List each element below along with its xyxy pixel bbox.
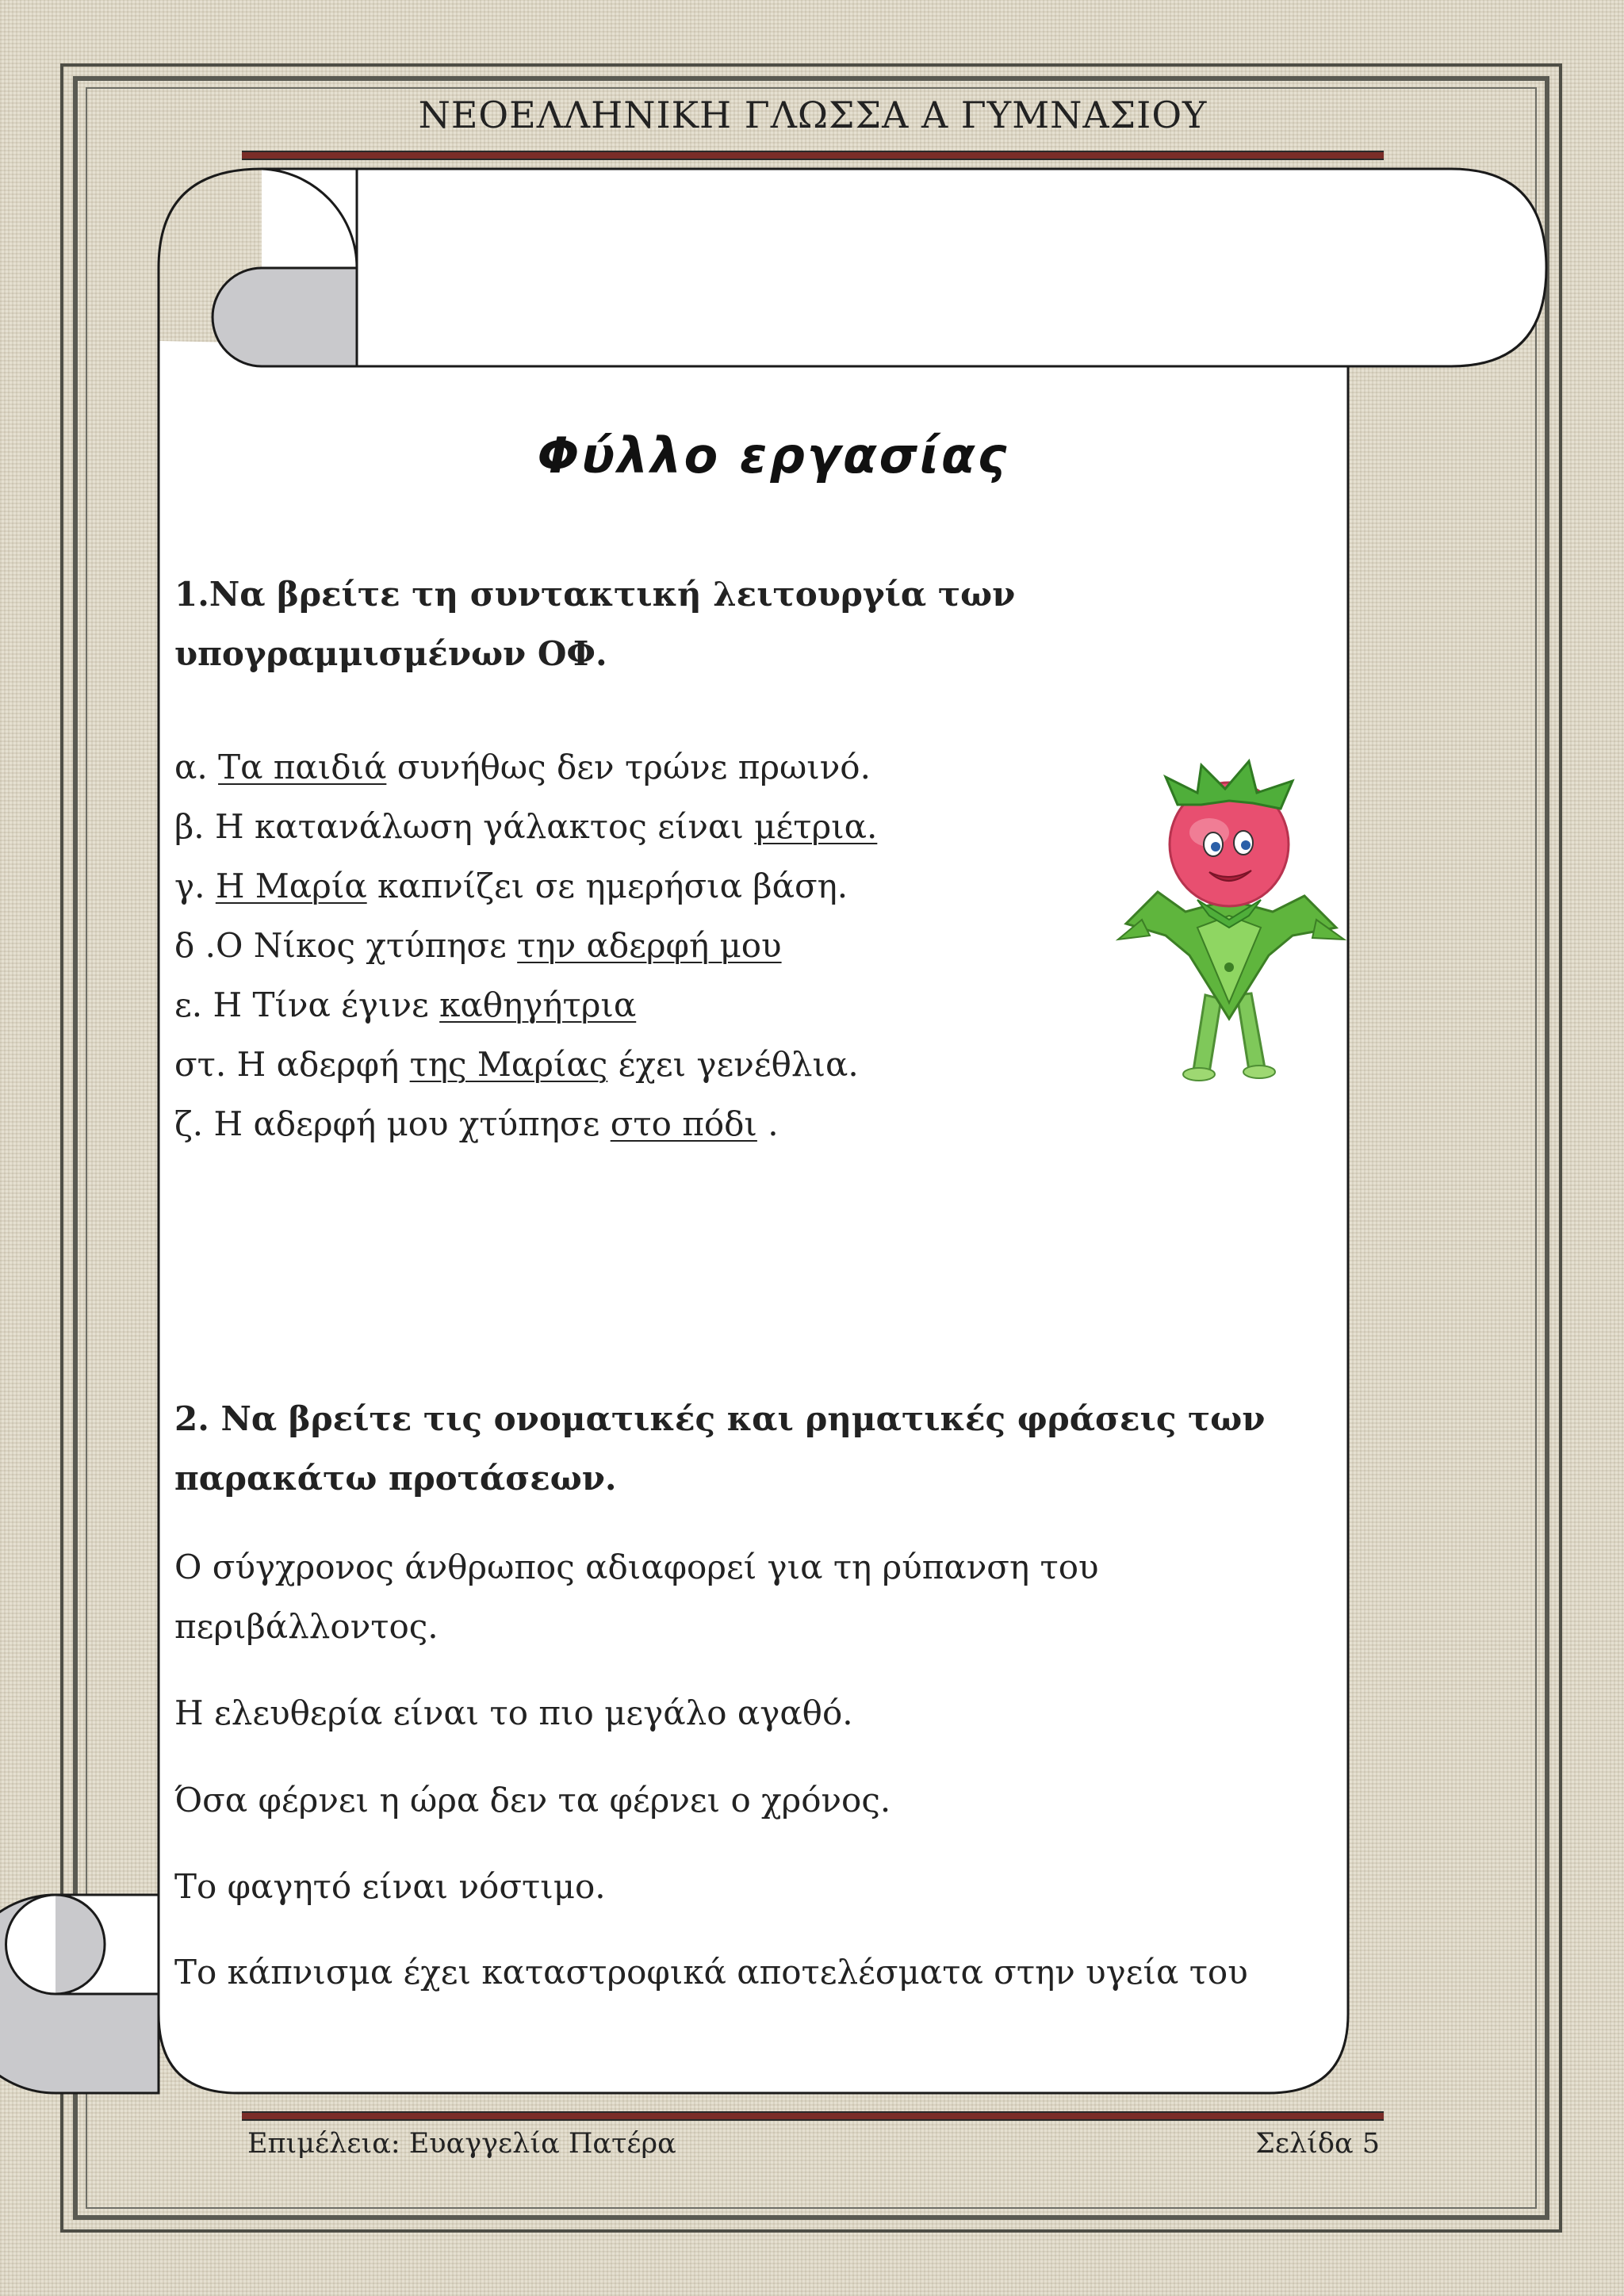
- underlined-phrase: καθηγήτρια: [439, 985, 637, 1024]
- footer-page-number: Σελίδα 5: [1255, 2128, 1380, 2160]
- underlined-phrase: Η Μαρία: [215, 867, 367, 905]
- exercise2-prompt: 2. Να βρείτε τις ονοματικές και ρηματικές φράσεις των παρακάτω προτάσεων.: [174, 1399, 1266, 1498]
- exercise1-item: ε. Η Τίνα έγινε καθηγήτρια: [174, 985, 637, 1024]
- footer-author: Επιμέλεια: Ευαγγελία Πατέρα: [247, 2128, 676, 2160]
- underlined-phrase: της Μαρίας: [409, 1045, 608, 1084]
- worksheet-title: Φύλλο εργασίας: [537, 427, 1009, 484]
- exercise2-sentence: Το φαγητό είναι νόστιμο.: [174, 1867, 606, 1906]
- underlined-phrase: μέτρια.: [754, 807, 878, 846]
- exercise1-item: γ. Η Μαρία καπνίζει σε ημερήσια βάση.: [174, 867, 848, 905]
- exercise1-item: δ .Ο Νίκος χτύπησε την αδερφή μου: [174, 926, 782, 965]
- header-title: ΝΕΟΕΛΛΗΝΙΚΗ ΓΛΩΣΣΑ Α ΓΥΜΝΑΣΙΟΥ: [418, 94, 1208, 136]
- exercise2-sentence: Η ελευθερία είναι το πιο μεγάλο αγαθό.: [174, 1693, 853, 1732]
- tomato-mascot-illustration: [1110, 757, 1348, 1090]
- exercise1-item: ζ. Η αδερφή μου χτύπησε στο πόδι .: [174, 1104, 779, 1143]
- scroll-top-curl: [213, 268, 357, 366]
- exercise1-item: β. Η κατανάλωση γάλακτος είναι μέτρια.: [174, 807, 878, 846]
- underlined-phrase: Τα παιδιά: [218, 748, 387, 786]
- underlined-phrase: την αδερφή μου: [517, 926, 782, 965]
- footer-rule: [242, 2111, 1384, 2121]
- exercise2-sentence: Ο σύγχρονος άνθρωπος αδιαφορεί για τη ρύπανση του περιβάλλοντος.: [174, 1548, 1099, 1646]
- exercise1-item: στ. Η αδερφή της Μαρίας έχει γενέθλια.: [174, 1045, 859, 1084]
- exercise2-sentence: Όσα φέρνει η ώρα δεν τα φέρνει ο χρόνος.: [174, 1781, 891, 1820]
- scroll-top-roll: [262, 169, 1546, 366]
- exercise1-list: [174, 737, 1126, 1154]
- underlined-phrase: στο πόδι: [610, 1104, 757, 1143]
- exercise1-item: α. Τα παιδιά συνήθως δεν τρώνε πρωινό.: [174, 748, 871, 786]
- exercise1-prompt: 1.Να βρείτε τη συντακτική λειτουργία των υπογραμμισμένων ΟΦ.: [174, 575, 1016, 673]
- exercise2-sentence: Το κάπνισμα έχει καταστροφικά αποτελέσματα στην υγεία του: [174, 1953, 1248, 1992]
